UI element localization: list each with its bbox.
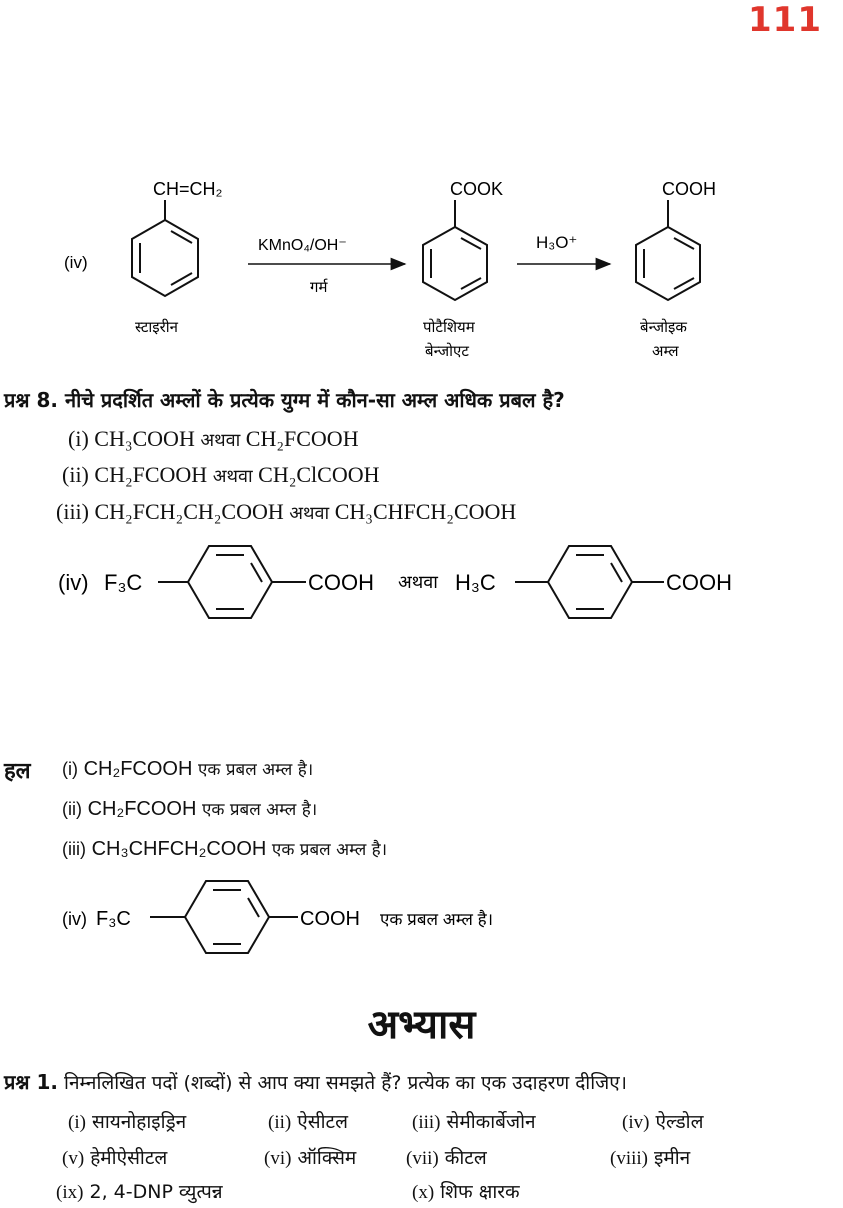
product-name-2: अम्ल [652, 343, 679, 360]
q8-item-b: CH₂ClCOOH [258, 462, 380, 487]
term-num: (iii) [412, 1112, 441, 1133]
term-num: (vi) [264, 1148, 292, 1169]
sol-item-num: (iii) [62, 839, 86, 859]
term-num: (vii) [406, 1148, 439, 1169]
q8-item-3 [56, 499, 516, 525]
sol-item-text: एक प्रबल अम्ल है। [202, 800, 318, 820]
term-num: (x) [412, 1182, 435, 1203]
sol-item4-num: (iv) [62, 909, 87, 929]
term-num: (i) [68, 1112, 86, 1133]
sol-item-num: (ii) [62, 799, 82, 819]
sol-item-formula: CH₂FCOOH [83, 758, 193, 780]
benzoate-substituent: COOK [450, 179, 504, 199]
reaction-label: (iv) [64, 253, 88, 272]
q8-item-a: CH₂FCH₂CH₂COOH [94, 499, 284, 524]
term-8 [610, 1144, 690, 1170]
solution-item-3 [62, 837, 387, 861]
solution-item-1 [62, 757, 313, 781]
q8-item-num: (ii) [62, 462, 89, 487]
sol-item-formula: CH₂FCOOH [87, 798, 197, 820]
term-text: सेमीकार्बेजोन [446, 1111, 536, 1133]
term-num: (ix) [56, 1182, 84, 1203]
q8-item-1 [68, 426, 359, 452]
term-text: कीटल [444, 1147, 487, 1169]
acid-reagent: H₃O⁺ [536, 233, 578, 252]
product-name-1: बेन्जोइक [640, 319, 687, 336]
term-num: (v) [62, 1148, 85, 1169]
solution-item-2 [62, 797, 317, 821]
q8-item-num: (iii) [56, 499, 89, 524]
benzoate-ring [423, 200, 487, 300]
q8-item-2 [62, 462, 380, 488]
term-1 [68, 1108, 186, 1134]
sol-item-text: एक प्रबल अम्ल है। [198, 760, 314, 780]
benzoic-substituent: COOH [662, 179, 716, 199]
reaction-scheme [0, 170, 843, 370]
q8-item4-cooh-1: COOH [308, 570, 374, 595]
sol-item-num: (i) [62, 759, 78, 779]
sol-item-formula: CH₃CHFCH₂COOH [91, 838, 267, 860]
sol-item4-left: F₃C [96, 908, 131, 930]
term-text: ऑक्सिम [297, 1147, 357, 1169]
term-text: ऐसीटल [297, 1111, 348, 1133]
styrene-substituent: CH=CH₂ [153, 179, 223, 199]
term-num: (ii) [268, 1112, 292, 1133]
sol-item4-text: एक प्रबल अम्ल है। [380, 910, 494, 929]
q8-item-a: CH₃COOH [94, 426, 195, 451]
q8-item-4-structures [0, 535, 843, 625]
intermediate-name-1: पोटैशियम [423, 319, 475, 336]
reagent-bottom: गर्म [310, 279, 328, 296]
solution-item-4-structure [0, 870, 843, 960]
exercise-q-text: निम्नलिखित पदों (शब्दों) से आप क्या समझते हैं? प्रत्येक का एक उदाहरण दीजिए। [64, 1072, 627, 1094]
term-text: ऐल्डोल [655, 1111, 704, 1133]
question-8-label: प्रश्न 8. [4, 388, 58, 412]
exercise-title: अभ्यास [367, 1002, 476, 1048]
benzoic-ring [636, 200, 700, 300]
question-8-text: नीचे प्रदर्शित अम्लों के प्रत्येक युग्म में कौन-सा अम्ल अधिक प्रबल है? [64, 388, 565, 412]
q8-item-or: अथवा [200, 430, 241, 451]
sol-ring [185, 881, 269, 953]
q8-item4-num: (iv) [58, 570, 89, 595]
exercise-q-label: प्रश्न 1. [4, 1070, 58, 1094]
question-8-heading [4, 386, 565, 413]
sol-item4-cooh: COOH [300, 908, 360, 930]
q8-item-or: अथवा [289, 503, 330, 524]
term-10 [412, 1178, 520, 1204]
styrene-ring [132, 200, 198, 296]
term-3 [412, 1108, 536, 1134]
term-7 [406, 1144, 487, 1170]
q8-item-b: CH₂FCOOH [245, 426, 359, 451]
q8-item4-right: H₃C [455, 570, 496, 595]
exercise-question-1 [4, 1068, 627, 1095]
q8-item4-left: F₃C [104, 570, 143, 595]
term-text: इमीन [654, 1147, 691, 1169]
term-4 [622, 1108, 703, 1134]
term-6 [264, 1144, 356, 1170]
sol-item-text: एक प्रबल अम्ल है। [271, 840, 388, 860]
term-text: 2, 4-DNP व्युत्पन्न [89, 1181, 223, 1203]
term-num: (iv) [622, 1112, 650, 1133]
q8-ring-1 [188, 546, 272, 618]
reagent-top: KMnO₄/OH⁻ [258, 237, 347, 254]
term-text: हेमीऐसीटल [90, 1147, 168, 1169]
intermediate-name-2: बेन्जोएट [425, 343, 469, 360]
term-9 [56, 1178, 223, 1204]
term-2 [268, 1108, 348, 1134]
q8-item-or: अथवा [212, 466, 253, 487]
q8-item-b: CH₃CHFCH₂COOH [334, 499, 517, 524]
q8-item4-or: अथवा [398, 572, 438, 592]
term-text: सायनोहाइड्रिन [91, 1111, 187, 1133]
q8-item4-cooh-2: COOH [666, 570, 732, 595]
q8-ring-2 [548, 546, 632, 618]
solution-label: हल [4, 759, 31, 784]
reactant-name: स्टाइरीन [135, 319, 178, 336]
q8-item-a: CH₂FCOOH [94, 462, 208, 487]
q8-item-num: (i) [68, 426, 89, 451]
term-text: शिफ क्षारक [440, 1181, 520, 1203]
term-num: (viii) [610, 1148, 648, 1169]
term-5 [62, 1144, 167, 1170]
page-number: 111 [748, 0, 822, 40]
